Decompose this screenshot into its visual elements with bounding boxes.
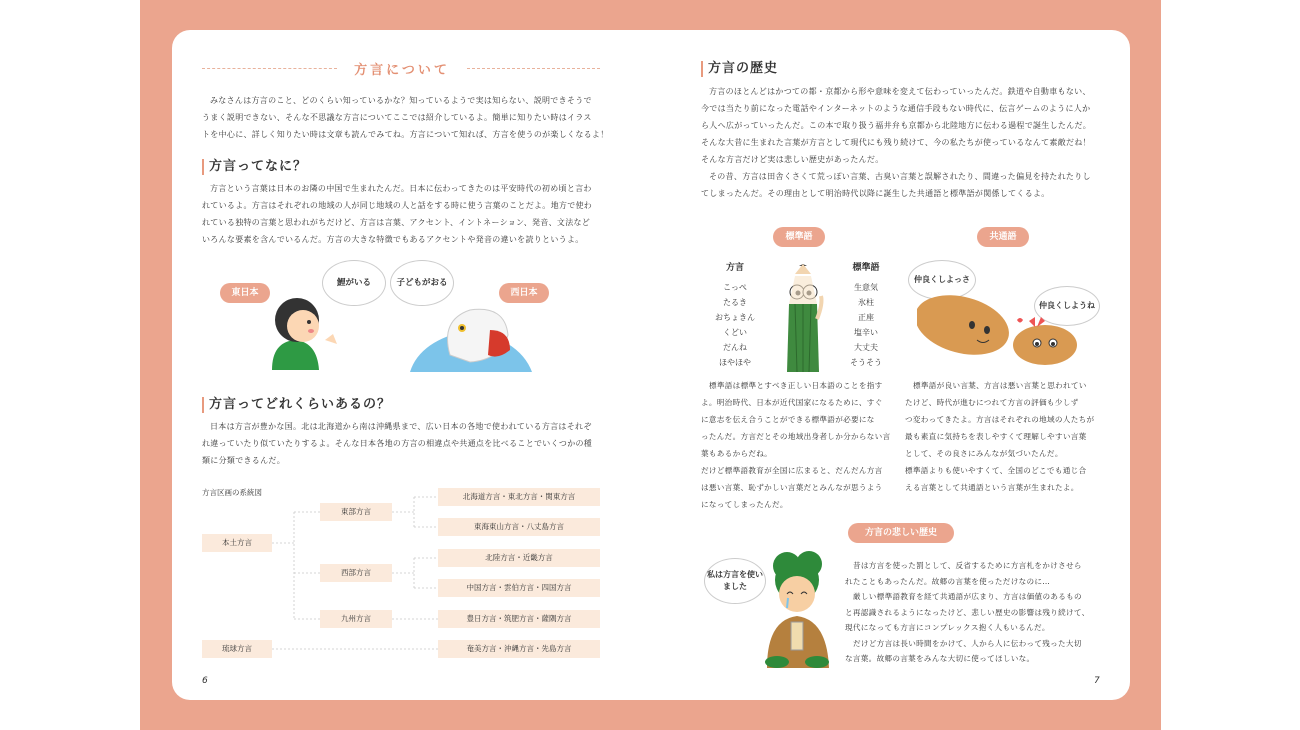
sad-history-label: 方言の悲しい歴史	[848, 523, 954, 543]
hyojungo-line: だけど標準語教育が全国に広まると、だんだん方言	[701, 466, 883, 475]
what-line: いろんな要素を含んでいるんだ。方言の大きな特徴でもあるアクセントや発音の違いを読りというよ。	[202, 235, 584, 244]
sad-speech-bubble: 私は方言を使いました	[704, 558, 766, 604]
west-speech-bubble: 子どもがおる	[390, 260, 454, 306]
intro-line: トを中心に、詳しく知りたい時は文章も読んでみてね。方言について知れば、方言を使うのが楽しくなるよ！	[202, 130, 609, 139]
tree-caption: 方言区画の系統図	[202, 488, 262, 497]
east-speech-bubble: 鯉がいる	[322, 260, 386, 306]
hyojungo-word: そうそう	[850, 358, 882, 367]
tree-leaf: 奄美方言・沖縄方言・先島方言	[438, 640, 600, 658]
hyojungo-line: 葉もあるからだね。	[701, 449, 773, 458]
column-header-hogen: 方言	[725, 263, 744, 273]
tree-leaf: 北陸方言・近畿方言	[438, 549, 600, 567]
kyotsugo-line: たけど、時代が進むにつれて方言の評価も少しず	[905, 398, 1079, 407]
page-number-left: 6	[202, 676, 208, 686]
crying-child-illustration	[757, 550, 842, 670]
west-japan-label: 西日本	[499, 283, 549, 303]
kyotsugo-bubble-1: 仲良くしよっさ	[908, 260, 976, 300]
sad-history-line: な言葉。故郷の言葉をみんな大切に使ってほしいな。	[845, 654, 1035, 663]
tree-leaf: 豊日方言・筑肥方言・薩隅方言	[438, 610, 600, 628]
hyojungo-word: 正座	[858, 313, 874, 322]
pencil-character-illustration	[777, 264, 827, 374]
sad-history-line: れたこともあったんだ。故郷の言葉を使っただけなのに…	[845, 576, 1051, 586]
hyojungo-line: に意志を伝え合うことができる標準語が必要にな	[701, 415, 875, 424]
hogen-word: ほやほや	[719, 358, 751, 367]
east-japan-label: 東日本	[220, 283, 270, 303]
kyotsugo-line: 標準語が良い言葉、方言は悪い言葉と思われてい	[913, 381, 1087, 390]
what-line: れているよ。方言はそれぞれの地域の人が同じ地域の人と話をする時に使う言葉のことだよ。地方で使わ	[202, 201, 593, 210]
tree-node-ryukyu: 琉球方言	[202, 640, 272, 658]
hogen-word: おちょきん	[715, 313, 755, 322]
section-heading-history: 方言の歴史	[701, 61, 778, 77]
sad-history-line: だけど方言は長い時間をかけて、人から人に伝わって残った大切	[853, 638, 1082, 648]
history-line: 方言のほとんどはかつての都・京都から形や意味を変えて伝わっていったんだ。鉄道や自動車もない、	[709, 87, 1091, 96]
hogen-word-list	[708, 280, 762, 370]
kyotsugo-line: える言葉として共通語という言葉が生まれたよ。	[905, 483, 1079, 492]
sad-history-paragraph	[845, 558, 1103, 667]
hogen-word: くどい	[723, 328, 747, 337]
how-many-line: 類に分類できるんだ。	[202, 456, 285, 465]
kyotsugo-line: 最も素直に気持ちを表しやすくて理解しやすい言葉	[905, 432, 1087, 441]
section-heading-how-many: 方言ってどれくらいあるの？	[202, 397, 391, 413]
section-heading-what: 方言ってなに？	[202, 159, 307, 175]
tree-leaf: 東海東山方言・八丈島方言	[438, 518, 600, 536]
history-line: そんな大昔に生まれた言葉が方言として現代にも残り続けて、今の私たちが使っているなんて素敵だね！	[701, 138, 1091, 147]
history-paragraph	[701, 83, 1106, 202]
tree-node-east: 東部方言	[320, 503, 392, 521]
tree-node-hondo: 本土方言	[202, 534, 272, 552]
page-number-right: 7	[1094, 676, 1100, 686]
kyotsugo-line: として、その良さにみんなが気づいたんだ。	[905, 449, 1063, 458]
hogen-word: だんね	[723, 343, 747, 352]
tree-connectors	[172, 30, 632, 700]
column-header-hyojungo: 標準語	[852, 263, 880, 273]
tree-leaf: 中国方言・雲伯方言・四国方言	[438, 579, 600, 597]
intro-line: みなさんは方言のこと、どのくらい知っているかな？知っているようで実は知らない、説明できそうで	[210, 96, 592, 105]
tree-leaf: 北海道方言・東北方言・関東方言	[438, 488, 600, 506]
hyojungo-line: は悪い言葉、恥ずかしい言葉だとみんなが思うよう	[701, 483, 883, 492]
hyojungo-paragraph	[701, 377, 901, 513]
tree-node-kyushu: 九州方言	[320, 610, 392, 628]
hyojungo-line: よ。明治時代、日本が近代国家になるために、すぐ	[701, 398, 883, 407]
hogen-word: こっぺ	[723, 283, 747, 292]
hyojungo-line: 標準語は標準とすべき正しい日本語のことを指す	[709, 381, 883, 390]
what-line: れている独特の言葉と思われがちだけど、方言は言葉、アクセント、イントネーション、発音、文法など	[202, 218, 591, 227]
history-line: 今では当たり前になった電話やインターネットのような通信手段もない時代に、伝言ゲームのように人か	[701, 104, 1091, 113]
hyojungo-word: 氷柱	[858, 298, 874, 307]
sad-history-line: 現代になっても方言にコンプレックス抱く人もいるんだ。	[845, 623, 1050, 632]
what-line: 方言という言葉は日本のお隣の中国で生まれたんだ。日本に伝わってきたのは平安時代の初め頃と言わ	[210, 184, 592, 193]
kyotsugo-label: 共通語	[977, 227, 1029, 247]
history-line: ら人へ広がっていったんだ。この本で取り扱う福井弁も京都から北陸地方に伝わる過程で誕生したんだ。	[701, 121, 1092, 130]
history-line: そんな方言だけど実は悲しい歴史があったんだ。	[701, 155, 884, 164]
history-line: てしまったんだ。その理由として明治時代以降に誕生した共通語と標準語が関係してくるよ。	[701, 189, 1050, 198]
page-title: 方言について	[354, 63, 450, 78]
intro-line: うまく説明できない、そんな不思議な方言についてここでは紹介しているよ。簡単に知りたい時はイラス	[202, 113, 592, 122]
hyojungo-line: になってしまったんだ。	[701, 500, 788, 509]
tree-node-west: 西部方言	[320, 564, 392, 582]
kyotsugo-line: 標準語よりも使いやすくて、全国のどこでも通じ合	[905, 466, 1087, 475]
hyojungo-word: 塩辛い	[854, 328, 878, 337]
how-many-line: れ違っていたり似ていたりするよ。そんな日本各地の方言の相違点や共通点を比べることでいくつかの種	[202, 439, 593, 448]
how-many-line: 日本は方言が豊かな国。北は北海道から南は沖縄県まで、広い日本の各地で使われている方言はそれぞ	[210, 422, 592, 431]
hogen-word: たるき	[723, 298, 747, 307]
kyotsugo-paragraph	[905, 377, 1105, 496]
cracker-characters-illustration	[917, 285, 1087, 375]
hyojungo-label: 標準語	[773, 227, 825, 247]
kyotsugo-bubble-2: 仲良くしようね	[1034, 286, 1100, 326]
kyotsugo-line: つ変わってきたよ。方言はそれぞれの地域の人たちが	[905, 415, 1095, 424]
history-line: その昔、方言は田舎くさくて荒っぽい言葉、古臭い言葉と誤解されたり、間違った偏見を持たれたりし	[709, 172, 1091, 181]
page-spread	[172, 30, 1130, 700]
hyojungo-word-list	[840, 280, 892, 370]
sad-history-line: と再認識されるようになったけど、悲しい歴史の影響は残り続けて、	[845, 607, 1090, 617]
hyojungo-line: ったんだ。方言だとその地域出身者しか分からない言	[701, 432, 891, 441]
sad-history-line: 厳しい標準語教育を経て共通語が広まり、方言は価値のあるもの	[853, 592, 1082, 601]
hyojungo-word: 生意気	[854, 283, 878, 292]
hyojungo-word: 大丈夫	[854, 343, 878, 352]
sad-history-line: 昔は方言を使った罰として、反省するために方言札をかけさせら	[853, 561, 1082, 570]
